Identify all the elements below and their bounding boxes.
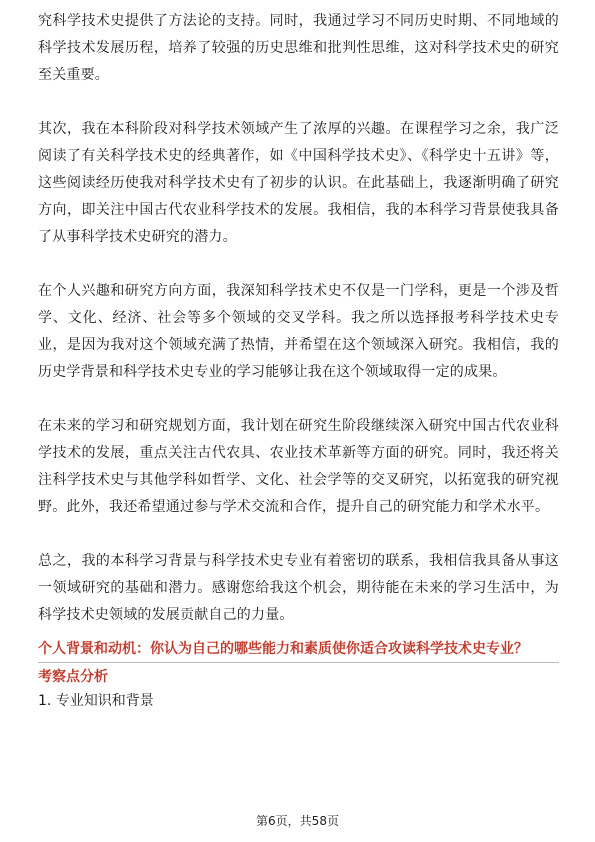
list-item: 1. 专业知识和背景 — [38, 693, 154, 709]
page-number: 第6页，共58页 — [256, 814, 339, 828]
page-content — [38, 8, 559, 713]
divider — [38, 662, 559, 663]
body-paragraph: 总之，我的本科学习背景与科学技术史专业有着密切的联系，我相信我具备从事这一领域研究的基础和潜力。感谢您给我这个机会，期待能在未来的学习生活中，为科学技术史领域的发展贡献自己的力量。 — [38, 553, 559, 623]
body-paragraph: 其次，我在本科阶段对科学技术领域产生了浓厚的兴趣。在课程学习之余，我广泛阅读了有关科学技术史的经典著作，如《中国科学技术史》、《科学史十五讲》等，这些阅读经历使我对科学技术史有了初步的认识。在此基础上，我逐渐明确了研究方向，即关注中国古代农业科学技术的发展。我相信，我的本科学习背景使我具备了从事科学技术史研究的潜力。 — [38, 121, 559, 245]
body-paragraph: 在未来的学习和研究规划方面，我计划在研究生阶段继续深入研究中国古代农业科学技术的发展，重点关注古代农具、农业技术革新等方面的研究。同时，我还将关注科学技术史与其他学科如哲学、文化、社会学等的交叉研究，以拓宽我的研究视野。此外，我还希望通过参与学术交流和合作，提升自己的研究能力和学术水平。 — [38, 418, 559, 515]
body-paragraph: 在个人兴趣和研究方向方面，我深知科学技术史不仅是一门学科，更是一个涉及哲学、文化、经济、社会等多个领域的交叉学科。我之所以选择报考科学技术史专业，是因为我对这个领域充满了热情，并希望在这个领域深入研究。我相信，我的历史学背景和科学技术史专业的学习能够让我在这个领域取得一定的成果。 — [38, 283, 559, 380]
section-title: 考察点分析 — [38, 669, 108, 685]
body-paragraph: 究科学技术史提供了方法论的支持。同时，我通过学习不同历史时期、不同地域的科学技术发展历程，培养了较强的历史思维和批判性思维，这对科学技术史的研究至关重要。 — [38, 13, 559, 83]
question-heading: 个人背景和动机：你认为自己的哪些能力和素质使你适合攻读科学技术史专业？ — [38, 641, 528, 657]
